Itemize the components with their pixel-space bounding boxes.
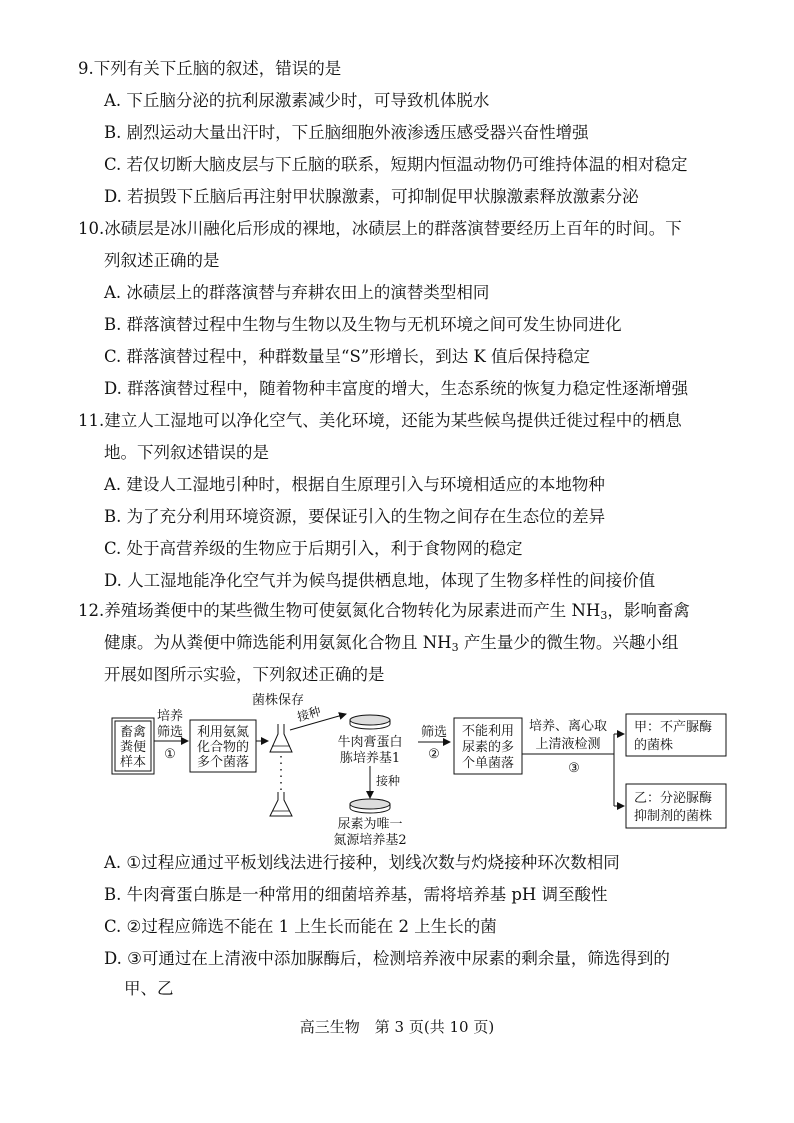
yi-label-2: 抑制剂的菌株 [634, 809, 713, 824]
question-10-stem-line-1 [78, 218, 682, 240]
inoculate-arrow-2 [370, 766, 400, 798]
result-yi-box [626, 784, 726, 828]
option-c: C. ②过程应筛选不能在 1 上生长而能在 2 上生长的菌 [104, 917, 497, 936]
question-number: 12. [78, 601, 105, 620]
colonies-label-2: 化合物的 [196, 740, 250, 755]
arrow-step-3 [522, 719, 624, 806]
option-d: D. 若损毁下丘脑后再注射甲状腺激素，可抑制促甲状腺激素释放激素分泌 [104, 187, 639, 206]
colonies-label-1: 利用氨氮 [196, 725, 250, 740]
question-stem: 下列有关下丘脑的叙述，错误的是 [93, 59, 342, 78]
sample-label-3: 样本 [119, 755, 147, 770]
arrow3-label-1: 培养、离心取 [528, 719, 608, 734]
question-number: 9. [78, 59, 94, 78]
stem-text: 养殖场粪便中的某些微生物可使氨氮化合物转化为尿素进而产生 NH [104, 601, 601, 620]
subscript: 3 [451, 641, 459, 654]
option-d: D. 人工湿地能净化空气并为候鸟提供栖息地，体现了生物多样性的间接价值 [104, 571, 656, 590]
question-12-stem-line-1 [78, 600, 690, 622]
option-d: D. 群落演替过程中，随着物种丰富度的增大，生态系统的恢复力稳定性逐渐增强 [104, 379, 689, 398]
arrow3-number: ③ [568, 761, 580, 776]
arrow2-number: ② [428, 747, 440, 762]
flask-icon [270, 724, 292, 752]
inoculate-label-2: 接种 [376, 774, 401, 788]
option-b: B. 群落演替过程中生物与生物以及生物与无机环境之间可发生协同进化 [104, 315, 622, 334]
arrow-step-2 [418, 724, 450, 762]
option-c: C. 处于高营养级的生物应于后期引入，利于食物网的稳定 [104, 539, 523, 558]
option-a: A. ①过程应通过平板划线法进行接种，划线次数与灼烧接种环次数相同 [104, 853, 620, 872]
sample-label-2: 粪便 [119, 740, 147, 755]
colonies-box [190, 720, 256, 772]
sample-label-1: 畜禽 [119, 725, 147, 740]
arrow1-number: ① [164, 747, 176, 762]
strain-storage-label: 菌株保存 [251, 693, 305, 708]
plate1-label-2: 胨培养基1 [339, 751, 401, 766]
stem-text: ，影响畜禽 [607, 601, 690, 620]
question-stem-continuation: 列叙述正确的是 [104, 251, 220, 270]
question-number: 11. [78, 411, 105, 430]
plate1-label-1: 牛肉膏蛋白 [337, 735, 403, 750]
inoculate-label-1: 接种 [295, 704, 323, 725]
arrow1-label-2: 筛选 [156, 725, 184, 740]
question-stem-continuation [104, 632, 678, 654]
jia-label-2: 的菌株 [634, 738, 674, 753]
question-stem: 冰碛层是冰川融化后形成的裸地，冰碛层上的群落演替要经历上百年的时间。下 [104, 219, 682, 238]
experiment-flow-diagram [100, 690, 740, 850]
option-b: B. 剧烈运动大量出汗时，下丘脑细胞外液渗透压感受器兴奋性增强 [104, 123, 589, 142]
petri-dish-1-icon [350, 715, 390, 729]
arrow2-label: 筛选 [420, 725, 448, 740]
plate2-label-1: 尿素为唯一 [337, 817, 403, 832]
option-b: B. 为了充分利用环境资源，要保证引入的生物之间存在生态位的差异 [104, 507, 606, 526]
colonies-label-3: 多个菌落 [196, 755, 250, 770]
arrow1-label-1: 培养 [156, 709, 184, 724]
question-stem: 建立人工湿地可以净化空气、美化环境，还能为某些候鸟提供迁徙过程中的栖息 [104, 411, 682, 430]
flask-icon [270, 792, 292, 816]
single-colonies-box [454, 718, 522, 774]
option-c: C. 群落演替过程中，种群数量呈“S”形增长，到达 K 值后保持稳定 [104, 347, 591, 366]
plate2-label-2: 氮源培养基2 [333, 833, 407, 848]
option-a: A. 建设人工湿地引种时，根据自生原理引入与环境相适应的本地物种 [104, 475, 605, 494]
question-stem-continuation: 地。下列叙述错误的是 [104, 443, 269, 462]
single-label-2: 尿素的多 [461, 740, 515, 755]
single-label-1: 不能利用 [461, 724, 515, 739]
single-label-3: 个单菌落 [461, 756, 515, 771]
stem-text: 健康。为从粪便中筛选能利用氨氮化合物且 NH [104, 633, 452, 652]
sample-box [112, 718, 154, 774]
arrow-step-1 [154, 709, 188, 762]
yi-label-1: 乙：分泌脲酶 [634, 791, 713, 806]
arrow3-label-2: 上清液检测 [535, 737, 601, 752]
petri-dish-2-icon [350, 799, 390, 813]
page-footer: 高三生物 第 3 页(共 10 页) [299, 1018, 495, 1036]
subscript: 3 [600, 609, 608, 622]
option-b: B. 牛肉膏蛋白胨是一种常用的细菌培养基，需将培养基 pH 调至酸性 [104, 885, 608, 904]
question-stem-continuation: 开展如图所示实验，下列叙述正确的是 [104, 665, 385, 684]
option-a: A. 下丘脑分泌的抗利尿激素减少时，可导致机体脱水 [104, 91, 490, 110]
option-d-continuation: 甲、乙 [124, 979, 174, 998]
option-a: A. 冰碛层上的群落演替与弃耕农田上的演替类型相同 [104, 283, 490, 302]
question-11-stem-line-1 [78, 410, 682, 432]
option-d: D. ③可通过在上清液中添加脲酶后，检测培养液中尿素的剩余量，筛选得到的 [104, 949, 670, 968]
stem-text: 产生量少的微生物。兴趣小组 [458, 633, 679, 652]
result-jia-box [626, 714, 726, 756]
jia-label-1: 甲：不产脲酶 [634, 720, 713, 735]
option-c: C. 若仅切断大脑皮层与下丘脑的联系，短期内恒温动物仍可维持体温的相对稳定 [104, 155, 688, 174]
question-number: 10. [78, 219, 105, 238]
question-9-number-stem [78, 58, 341, 80]
